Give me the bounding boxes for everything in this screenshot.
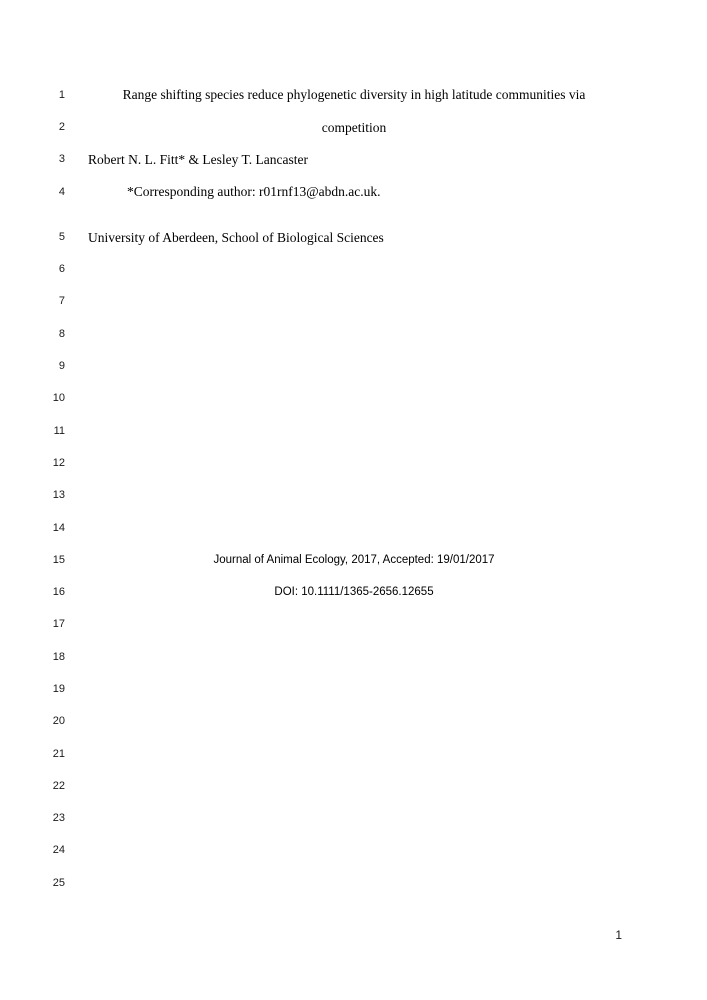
manuscript-line [0, 673, 707, 705]
manuscript-line [0, 350, 707, 382]
manuscript-line [0, 480, 707, 512]
manuscript-line [0, 221, 707, 253]
line-number: 1 [58, 88, 65, 101]
line-number: 19 [52, 682, 65, 695]
line-text: Robert N. L. Fitt* & Lesley T. Lancaster [88, 151, 308, 167]
manuscript-line [0, 803, 707, 835]
manuscript-line [0, 706, 707, 738]
manuscript-line [0, 415, 707, 447]
manuscript-line [0, 867, 707, 899]
manuscript-body [0, 79, 707, 899]
line-number: 7 [58, 295, 65, 308]
line-number: 11 [53, 424, 65, 437]
manuscript-line [0, 512, 707, 544]
line-number: 21 [52, 747, 65, 760]
line-number: 22 [52, 779, 65, 792]
line-text: Range shifting species reduce phylogenetic diversity in high latitude communities via [122, 87, 586, 103]
manuscript-line [0, 835, 707, 867]
line-number: 13 [52, 489, 65, 502]
line-number: 5 [58, 230, 65, 243]
line-number: 8 [58, 327, 65, 340]
line-number: 24 [52, 844, 65, 857]
line-number: 20 [52, 715, 65, 728]
manuscript-line [0, 609, 707, 641]
line-number: 2 [58, 120, 65, 133]
line-text: competition [321, 119, 387, 135]
line-number: 23 [52, 812, 65, 825]
manuscript-line [0, 253, 707, 285]
manuscript-line [0, 738, 707, 770]
manuscript-line [0, 176, 707, 208]
line-number: 9 [58, 360, 65, 373]
line-text: University of Aberdeen, School of Biological Sciences [88, 229, 384, 245]
line-number: 3 [58, 153, 65, 166]
manuscript-line [0, 318, 707, 350]
line-number: 10 [52, 392, 65, 405]
manuscript-line [0, 383, 707, 415]
manuscript-line [0, 111, 707, 143]
line-text: Journal of Animal Ecology, 2017, Accepted: 19/01/2017 [213, 553, 495, 566]
page-number: 1 [615, 928, 622, 942]
line-text: *Corresponding author: r01rnf13@abdn.ac.uk. [127, 184, 381, 200]
line-number: 6 [58, 263, 65, 276]
manuscript-line [0, 576, 707, 608]
manuscript-line [0, 641, 707, 673]
manuscript-line [0, 79, 707, 111]
line-number: 12 [52, 456, 65, 469]
line-number: 14 [52, 521, 65, 534]
manuscript-line [0, 447, 707, 479]
line-number: 16 [52, 586, 65, 599]
manuscript-line [0, 770, 707, 802]
line-number: 17 [52, 618, 65, 631]
manuscript-line [0, 544, 707, 576]
line-number: 25 [52, 876, 65, 889]
line-number: 15 [52, 553, 65, 566]
line-number: 18 [52, 650, 65, 663]
manuscript-line [0, 144, 707, 176]
manuscript-line [0, 286, 707, 318]
line-number: 4 [58, 185, 65, 198]
line-text: DOI: 10.1111/1365-2656.12655 [274, 585, 434, 598]
